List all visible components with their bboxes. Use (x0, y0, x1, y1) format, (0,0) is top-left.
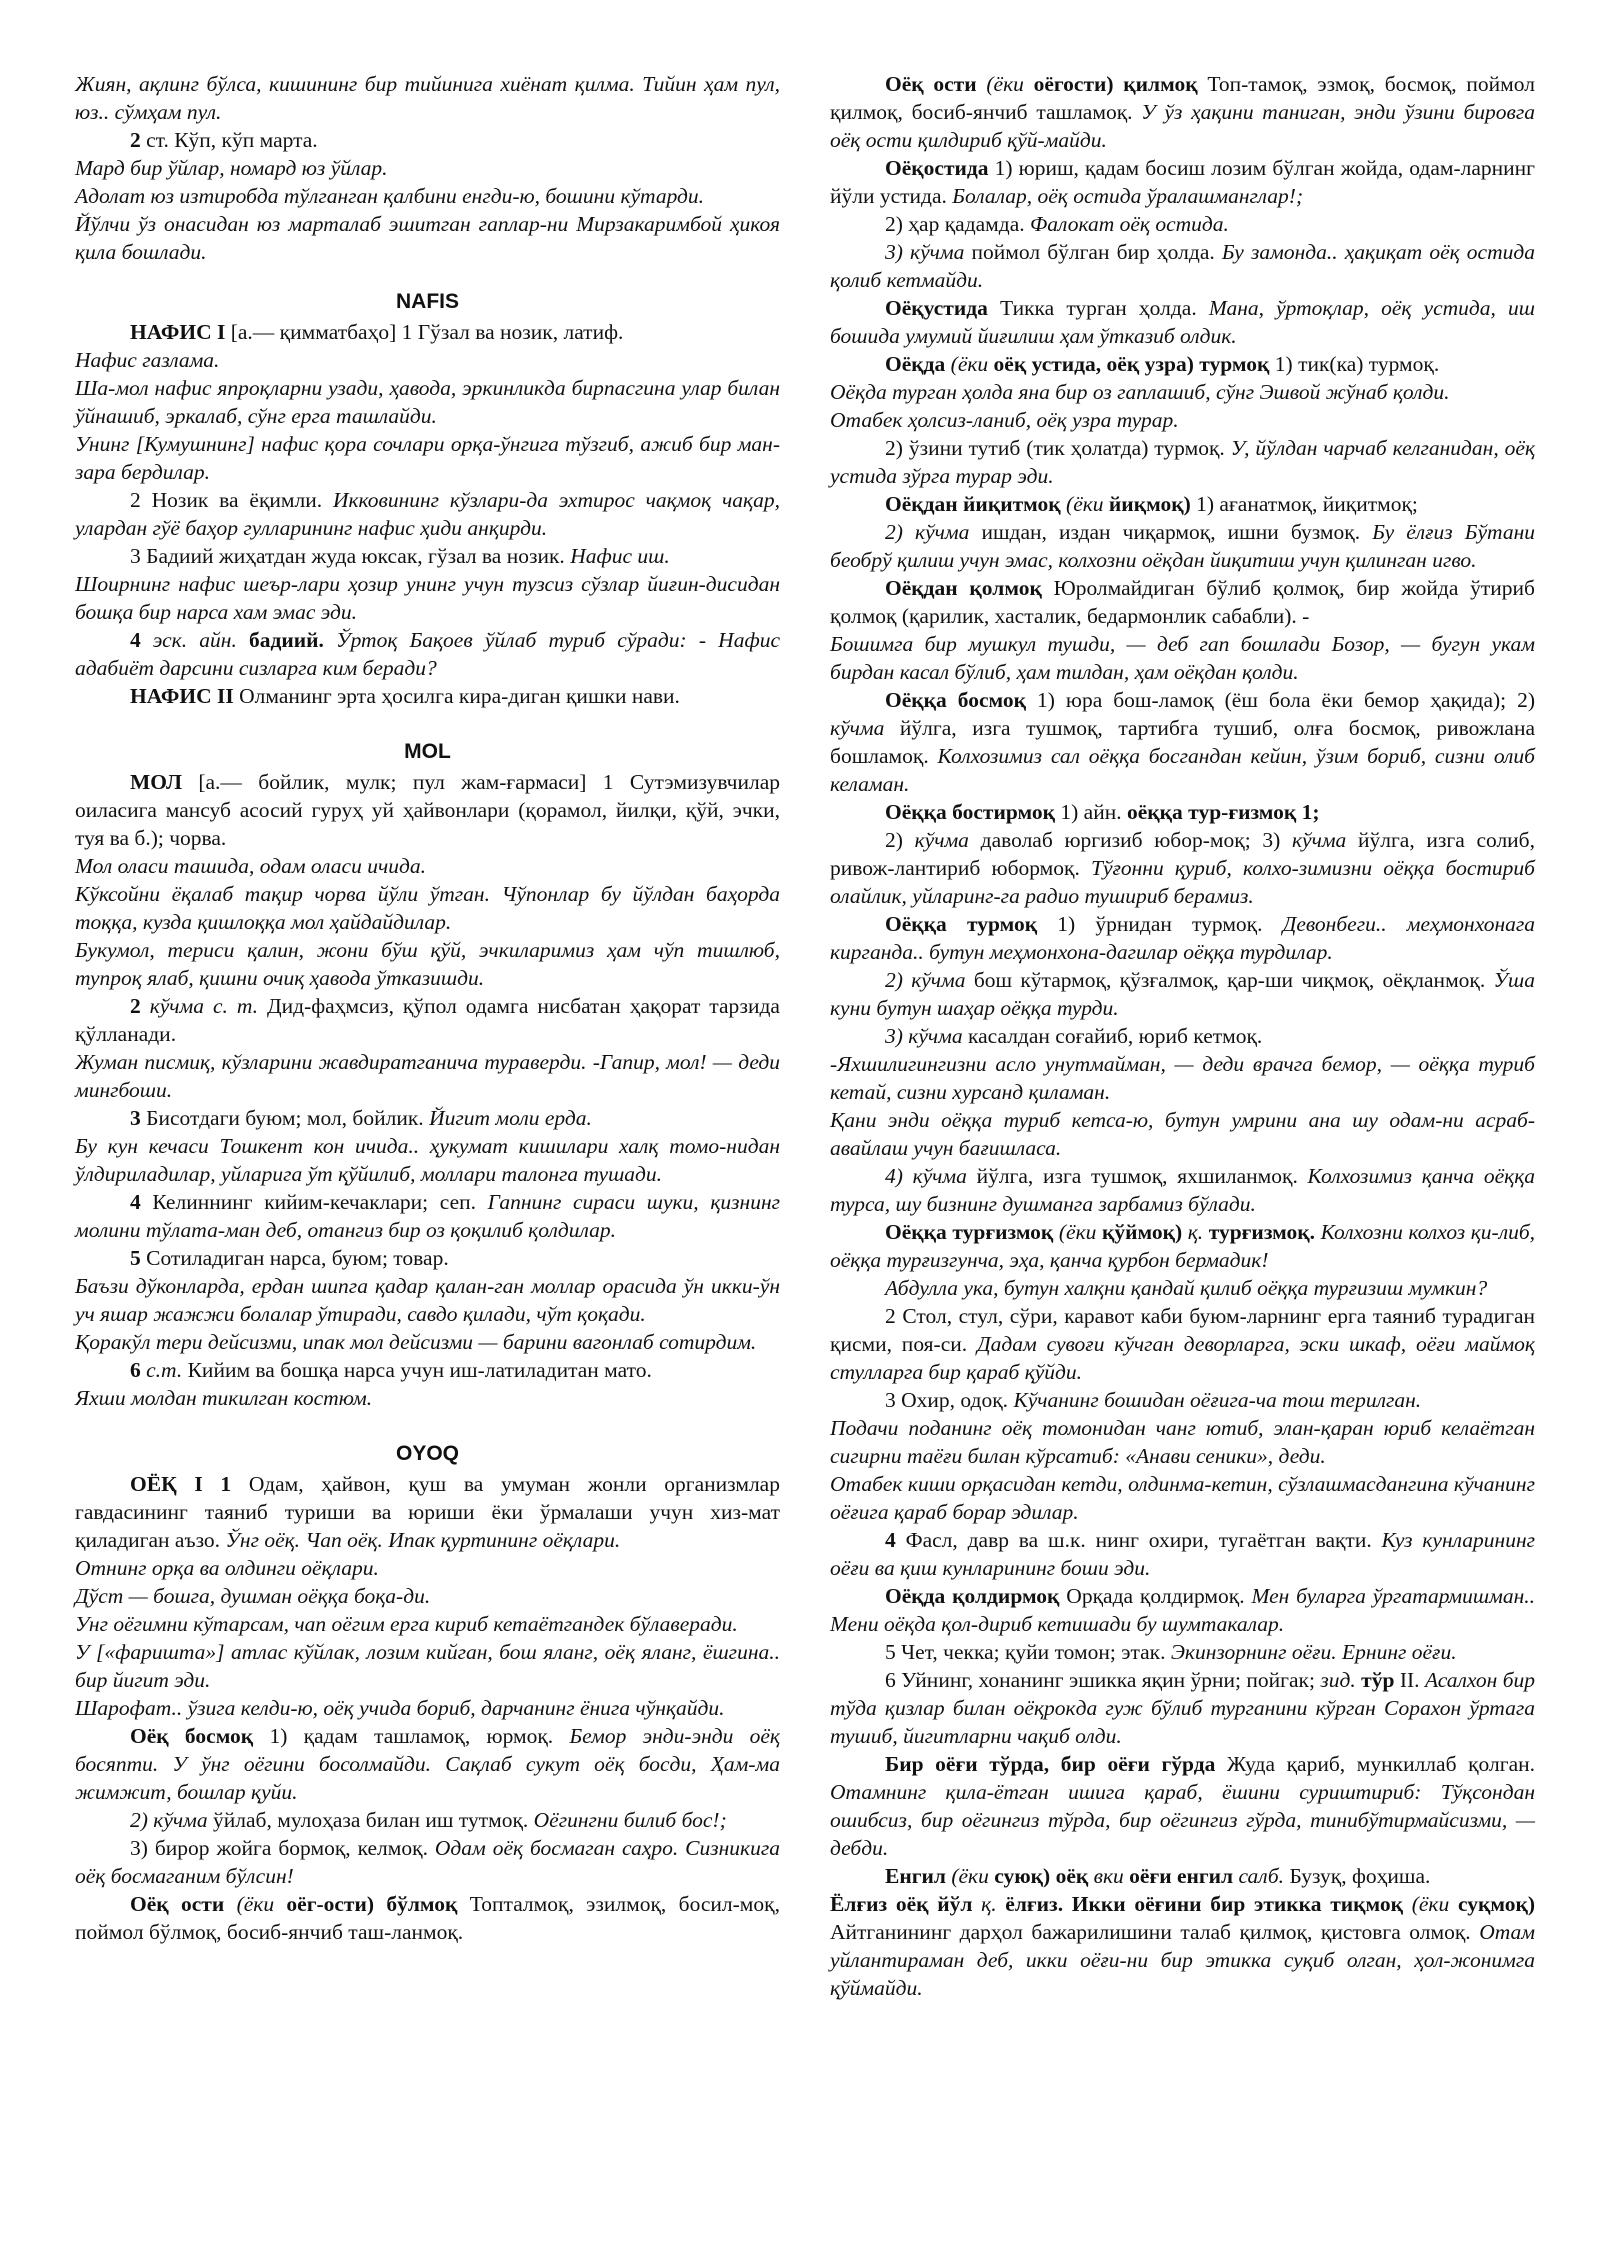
definition: 2) ҳар қадамда. (885, 212, 1025, 236)
phrase-headword: Оёқда қолдирмоқ (885, 1584, 1060, 1608)
example-line: Шоирнинг нафис шеър-лари ҳозир унинг учун тузсиз сўзлар йиғин-дисидан бошқа бир нарса хам эмас эди. (75, 572, 780, 624)
example-line: Отнинг орқа ва олдинги оёқлари. (75, 1556, 379, 1580)
example-line: Адолат юз изтиробда тўлганган қалбини енгди-ю, бошини кўтарди. (75, 184, 705, 208)
definition: 1) айн. (1055, 800, 1127, 824)
entry-nafis-1 (75, 318, 780, 346)
usage-label: 3) кўчма (885, 240, 965, 264)
phrase-oyoqqa-bostirmoq (830, 798, 1535, 826)
definition: 1) тик(ка) турмоқ. (1269, 352, 1440, 376)
usage-label: кўчма (830, 716, 885, 740)
sense-4 (75, 626, 780, 682)
definition: [а.— бойлик, мулк; пул жам-ғармаси] 1 Сутэмизувчилар оиласига мансуб асосий гуруҳ уй ҳайвонлари (қорамол, йилқи, қўй, эчки, туя ва б.); чорва. (75, 770, 780, 850)
definition: Фасл, давр ва ш.к. нинг охири, тугаётган вақти. (895, 1528, 1372, 1552)
example: Колхозимиз сал оёққа босгандан кейин, ўзим бориб, сизни олиб келаман. (830, 744, 1535, 796)
definition: йўлга, изга солиб, ривож-лантириб юбормоқ. (830, 828, 1535, 880)
example: Асалхон бир тўда қизлар билан оёқрокда гуж бўлиб турганини кўрган Сорахон ўртага тушиб, йигитларни чақиб олди. (830, 1668, 1536, 1748)
sense-number: 2) (885, 828, 915, 852)
example-line: Отабек ҳолсиз-ланиб, оёқ узра турар. (830, 408, 1179, 432)
example: У ўз ҳақини таниган, энди ўзини бировга оёқ ости қилдириб қўй-майди. (830, 100, 1535, 152)
definition: 2 Стол, стул, сўри, каравот каби буюм-ларнинг ерга таяниб турадиган қисми, поя-си. (830, 1304, 1535, 1356)
definition: даволаб юргизиб юбор-моқ; 3) (968, 828, 1292, 852)
usage-label: қ. (1182, 1220, 1209, 1244)
sense-5 (75, 1244, 780, 1272)
example: Ўнг оёқ. Чап оёқ. Ипак қуртининг оёқлари. (220, 1528, 621, 1552)
phrase-sense-2 (830, 434, 1535, 490)
example-line: Отабек киши орқасидан кетди, олдинма-кетин, сўзлашмасдангина кўчанинг оёғига қараб борар эдилар. (830, 1472, 1535, 1524)
variant-label: вки (1088, 1864, 1130, 1888)
definition: Олманинг эрта ҳосилга кира-диган қишки нави. (233, 684, 680, 708)
example: Бемор энди-энди оёқ босяпти. У ўнг оёгини босолмайди. Сақлаб сукут оёқ босди, Ҳам-ма жимжит, бошлар қуйи. (75, 1724, 780, 1804)
definition: Тикка турган ҳолда. (987, 296, 1197, 320)
definition: 2) ўзини тутиб (тик ҳолатда) турмоқ. (885, 436, 1225, 460)
phrase-headword-variant: йиқмоқ) (1108, 492, 1191, 516)
usage-label: с.т. (140, 1358, 183, 1382)
phrase-headword: Оёққа бостирмоқ (885, 800, 1056, 824)
phrase-headword-variant: оёғи енгил (1129, 1864, 1234, 1888)
phrase-headword-variant: суқмоқ) (1457, 1892, 1535, 1916)
definition: 1) юриш, қадам босиш лозим бўлган жойда, одам-ларнинг йўли устида. (830, 156, 1535, 208)
example: Тўғонни қуриб, колхо-зимизни оёққа бостириб олайлик, уйларинг-га радио тушириб берамиз. (830, 856, 1536, 908)
definition: ўйлаб, мулоҳаза билан иш тутмоқ. (207, 1808, 529, 1832)
sense-5 (830, 1638, 1535, 1666)
phrase-oyoqqa-bosmoq (830, 686, 1535, 798)
usage-label: кўчма (1291, 828, 1347, 852)
sense-6 (75, 1356, 780, 1384)
phrase-headword-variant: оёқ устида, оёқ узра) турмоқ (993, 352, 1270, 376)
phrase-sense-2 (830, 826, 1535, 910)
variant-label: (ёки (945, 1864, 995, 1888)
usage-label: салб. (1233, 1864, 1285, 1888)
example: Одам оёқ босмаган саҳро. Сизникига оёқ босмаганим бўлсин! (75, 1836, 780, 1888)
definition: 1) ўрнидан турмоқ. (1037, 912, 1263, 936)
definition: Кийим ва бошқа нарса учун иш-латиладитан мато. (182, 1358, 652, 1382)
phrase-oyoq-bosmoq (75, 1722, 780, 1806)
example: Икковининг кўзлари-да эхтирос чақмоқ чақар, улардан гўё баҳор гулларининг нафис ҳиди анқирди. (75, 488, 780, 540)
entry-nafis-2 (75, 682, 780, 710)
definition: 5 Чет, чекка; қуйи томон; этак. (885, 1640, 1166, 1664)
section-heading-oyoq: OYOQ (395, 1442, 459, 1465)
example-line: Букумол, териси қалин, жони бўш қўй, эчкиларимиз ҳам чўп тишлюб, тупроқ ялаб, қишни очиқ ҳавода ўтказишди. (75, 938, 780, 990)
phrase-oyoqda-qoldirmoq (830, 1582, 1535, 1638)
example-line: Кўксойни ёқалаб тақир чорва йўли ўтган. Чўпонлар бу йўлдан баҳорда тоққа, кузда қишлоққа мол ҳайдайдилар. (75, 882, 780, 934)
example-line: У [«фаришта»] атлас кўйлак, лозим кийган, бош яланг, оёқ яланг, ёшгина.. бир йигит эди. (75, 1640, 780, 1692)
example: Гапнинг сираси шуки, қизнинг молини тўлата-ман деб, отангиз бир оз қоқилиб қолдилар. (75, 1190, 780, 1242)
phrase-sense-2 (830, 518, 1535, 574)
phrase-oyoqda-turmoq (830, 350, 1535, 378)
example-line: Қоракўл тери дейсизми, ипак мол дейсизми — барини вагонлаб сотирдим. (75, 1330, 757, 1354)
homonym-number: II. (1394, 1668, 1420, 1692)
definition: Топ-тамоқ, эзмоқ, босмоқ, поймол қилмоқ, босиб-янчиб ташламоқ. (830, 72, 1535, 124)
example-line: Қани энди оёққа туриб кетса-ю, бутун умрини ана шу одам-ни асраб-авайлаш учун бағишласа. (830, 1108, 1535, 1160)
definition: ишдан, издан чиқармоқ, ишни бузмоқ. (969, 520, 1361, 544)
example-line: Баъзи дўконларда, ердан шипга қадар қалан-ган моллар орасида ўн икки-ўн уч яшар жажжи болалар ўтиради, савдо қилади, чўт қоқади. (75, 1274, 780, 1326)
headword: МОЛ (130, 770, 182, 794)
example-line: Нафис газлама. (75, 348, 220, 372)
variant-label: (ёки (224, 1892, 287, 1916)
cross-reference: турғизмоқ. (1208, 1220, 1316, 1244)
usage-label: 4) кўчма (885, 1164, 967, 1188)
sense-number: 5 (130, 1246, 141, 1270)
sense-number: 2 (130, 994, 141, 1018)
phrase-oyoq-osti-qilmoq (830, 70, 1535, 154)
phrase-oyoq-osti-bolmoq (75, 1890, 780, 1946)
example-line: Подачи поданинг оёқ томонидан чанг ютиб, элан-қаран юриб келаётган сигирни таёғи билан кўрсатиб: «Анави сеники», деди. (830, 1416, 1535, 1468)
definition: 2 Нозик ва ёқимли. (130, 488, 323, 512)
definition: бош кўтармоқ, қўзғалмоқ, қар-ши чиқмоқ, оёқланмоқ. (965, 968, 1486, 992)
definition: Айтганининг дарҳол бажарилишини талаб қилмоқ, қистовга олмоқ. (830, 1920, 1471, 1944)
example-line: Бошимга бир мушкул тушди, — деб гап бошлади Бозор, — бугун укам бирдан касал бўлиб, ҳам тилдан, ҳам оёқдан қолди. (830, 632, 1535, 684)
phrase-headword: Оёқ ости (130, 1892, 225, 1916)
phrase-headword-variant: оёгости) қилмоқ (1033, 72, 1198, 96)
phrase-headword: Оёқдан қолмоқ (885, 576, 1042, 600)
usage-label: қ. (972, 1892, 1006, 1916)
definition: 1) юра бош-ламоқ (ёш бола ёки бемор ҳақида); 2) (1026, 688, 1535, 712)
sense-3 (830, 1386, 1535, 1414)
left-column (75, 70, 780, 2220)
usage-label: кўчма (914, 828, 969, 852)
phrase-sense-3 (75, 1834, 780, 1890)
example: Бу замонда.. ҳақиқат оёқ остида қолиб кетмайди. (830, 240, 1535, 292)
definition: поймол бўлган бир ҳолда. (964, 240, 1215, 264)
phrase-oyoq-ustida (830, 294, 1535, 350)
cross-reference: тўр (1361, 1668, 1395, 1692)
example-line: Оёқда турган ҳолда яна бир оз гаплашиб, сўнг Эшвой жўнаб қолди. (830, 380, 1450, 404)
headword: НАФИС I (130, 320, 226, 344)
example: Ўша куни бутун шаҳар оёққа турди. (830, 968, 1535, 1020)
example: Колхозимиз қанча оёққа турса, шу бизнинг душманга зарбамиз бўлади. (830, 1164, 1535, 1216)
cross-reference: бадиий. (249, 628, 324, 652)
definition: 1) қадам ташламоқ, юрмоқ. (253, 1724, 554, 1748)
entry-mol (75, 768, 780, 852)
sense-6 (830, 1666, 1535, 1750)
phrase-headword: Оёқ босмоқ (130, 1724, 254, 1748)
example: Ўртоқ Бақоев ўйлаб туриб сўради: - Нафис адабиёт дарсини сизларга ким беради? (75, 628, 780, 680)
example: Дадам сувоғи кўчган деворларга, эски шкаф, оёғи маймоқ стулларга бир қараб қўйди. (830, 1332, 1535, 1384)
phrase-headword: Ёлғиз оёқ йўл (830, 1892, 973, 1916)
example: Отамнинг қила-ётган ишига қараб, ёшини суриштириб: Тўқсондан ошибсиз, бир оёгингиз тўрда, бир оёгингиз гўрда, тинибўтирмайсизми, — дебди. (830, 1780, 1535, 1860)
sense-text: ст. Кўп, кўп марта. (140, 128, 318, 152)
example: Оёгингни билиб бос!; (528, 1808, 727, 1832)
example-line: Дўст — бошга, душман оёққа боқа-ди. (75, 1584, 431, 1608)
definition: Юролмайдиган бўлиб қолмоқ, бир жойда ўтириб қолмоқ (қарилик, хасталик, бедармонлик сабабли). - (830, 576, 1535, 628)
example: Бу ёлғиз Бўтани беобрў қилиш учун эмас, колхозни оёқдан йиқитиш учун қилинган игво. (830, 520, 1535, 572)
sense-2 (75, 486, 780, 542)
phrase-bir-oyogi-torda (830, 1750, 1535, 1862)
section-heading-mol: MOL (404, 740, 451, 763)
example-line: Унг оёгимни кўтарсам, чап оёгим ерга кириб кетаётгандек бўлаверади. (75, 1612, 738, 1636)
phrase-headword-variant: оёг-ости) бўлмоқ (286, 1892, 458, 1916)
example-line: Шарофат.. ўзига келди-ю, оёқ учида бориб, дарчанинг ёнига чўнқайди. (75, 1696, 725, 1720)
phrase-headword: Оёққа босмоқ (885, 688, 1027, 712)
phrase-yolgiz-oyoq-yol (830, 1890, 1535, 2002)
sense-4 (75, 1188, 780, 1244)
phrase-headword-variant: қўймоқ) (1101, 1220, 1183, 1244)
phrase-headword: Оёқ ости (885, 72, 977, 96)
definition: 3) бирор жойга бормоқ, келмоқ. (130, 1836, 428, 1860)
example: Отам уйлантираман деб, икки оёғи-ни бир этикка суқиб олган, ҳол-жонимга қўймайди. (830, 1920, 1535, 2000)
example-line: Мард бир ўйлар, номард юз ўйлар. (75, 156, 388, 180)
definition: Дид-фаҳмсиз, қўпол одамга нисбатан ҳақорат тарзида қўлланади. (75, 994, 780, 1046)
definition: Одам, ҳайвон, қуш ва умуман жонли организмлар гавдасининг таяниб туриши ва юриши ёки ўрмалаши учун хиз-мат қиладиган аъзо. (75, 1472, 780, 1552)
definition: Бузуқ, фоҳиша. (1284, 1864, 1431, 1888)
phrase-headword: Оёқустида (885, 296, 988, 320)
phrase-headword: Оёққа турмоқ (885, 912, 1038, 936)
example: Куз кунларининг оёғи ва қиш кунларининг боши эди. (830, 1528, 1536, 1580)
sense-2 (830, 1302, 1535, 1386)
example: Колхозни колхоз қи-либ, оёққа турғизгунча, эҳа, қанча қурбон бермадик! (830, 1220, 1536, 1272)
phrase-sense-2 (830, 966, 1535, 1022)
usage-label: кўчма с. т. (140, 994, 259, 1018)
example: Девонбеги.. меҳмонхонага кирганда.. бутун меҳмонхона-дагилар оёққа турдилар. (830, 912, 1536, 964)
phrase-sense-4 (830, 1162, 1535, 1218)
sense-2 (75, 992, 780, 1048)
example: Болалар, оёқ остида ўралашманглар!; (946, 184, 1304, 208)
definition: йўлга, изга тушмоқ, яхшиланмоқ. (966, 1164, 1298, 1188)
example-line: Мол оласи ташида, одам оласи ичида. (75, 854, 426, 878)
usage-label: 2) кўчма (130, 1808, 208, 1832)
example-line: Жиян, ақлинг бўлса, кишининг бир тийинига хиёнат қилма. Тийин ҳам пул, юз.. сўмҳам пул. (75, 72, 780, 124)
phrase-oyoqqa-turgizmoq (830, 1218, 1535, 1274)
headword: ОЁҚ I 1 (130, 1472, 232, 1496)
example: Йигит моли ерда. (423, 1106, 592, 1130)
right-column (830, 70, 1535, 2220)
sense-number: 4 (885, 1528, 896, 1552)
example-line: Яхши молдан тикилган костюм. (75, 1386, 373, 1410)
example: Нафис иш. (564, 544, 670, 568)
example-line: Унинг [Кумушнинг] нафис қора сочлари орқа-ўнгига тўзгиб, ажиб бир ман-зара бердилар. (75, 432, 780, 484)
phrase-headword: Бир оёғи тўрда, бир оёғи гўрда (885, 1752, 1216, 1776)
phrase-headword: Оёққа турғизмоқ (885, 1220, 1054, 1244)
example: Кўчанинг бошидан оёғига-ча тош терилган. (1008, 1388, 1422, 1412)
headword: НАФИС II (130, 684, 234, 708)
dictionary-page (75, 70, 1535, 2220)
definition: йўлга, изга тушмоқ, тартибга тушиб, олға босмоқ, ривожлана бошламоқ. (830, 716, 1535, 768)
sense-number: 4 (130, 1190, 141, 1214)
phrase-headword: Оёқдан йиқитмоқ (885, 492, 1061, 516)
usage-label: эск. айн. (140, 628, 250, 652)
phrase-oyoq-ostida (830, 154, 1535, 210)
example: Мана, ўртоқлар, оёқ устида, иш бошида умумий йиғилиш ҳам ўтказиб олдик. (830, 296, 1535, 348)
sense-number: 3 (130, 1106, 141, 1130)
usage-label: 3) кўчма (885, 1024, 963, 1048)
definition: 6 Уйнинг, хонанинг эшикка яқин ўрни; пойгак; (885, 1668, 1315, 1692)
usage-label: 2) кўчма (885, 520, 970, 544)
phrase-headword: Оёқостида (885, 156, 989, 180)
cross-reference: ёлғиз. Икки оёғини бир этикка тиқмоқ (1005, 1892, 1404, 1916)
definition: Келиннинг кийим-кечаклари; сеп. (140, 1190, 477, 1214)
entry-oyoq-1 (75, 1470, 780, 1554)
phrase-sense-2 (830, 210, 1535, 238)
example-line: -Яхшилигингизни асло унутмайман, — деди врачга бемор, — оёққа туриб кетай, сизни хурсанд қиламан. (830, 1052, 1535, 1104)
definition: 3 Охир, одоқ. (885, 1388, 1009, 1412)
example-line: Ша-мол нафис япроқларни узади, ҳавода, эркинликда бирпасгина улар билан ўйнашиб, эркалаб, сўнг ерга ташлайди. (75, 376, 780, 428)
definition: [а.— қимматбаҳо] 1 Гўзал ва нозик, латиф. (225, 320, 624, 344)
example-line: Йўлчи ўз онасидан юз марталаб эшитган гаплар-ни Мирзакаримбой ҳикоя қила бошлади. (75, 212, 780, 264)
variant-label: (ёки (1053, 1220, 1102, 1244)
definition: Бисотдаги буюм; мол, бойлик. (140, 1106, 424, 1130)
sense-2 (75, 126, 780, 154)
sense-3 (75, 542, 780, 570)
definition: касалдан соғайиб, юриб кетмоқ. (962, 1024, 1263, 1048)
sense-4 (830, 1526, 1535, 1582)
phrase-oyoqdan-qolmoq (830, 574, 1535, 630)
example: У, йўлдан чарчаб келганидан, оёқ устида зўрга турар эди. (830, 436, 1535, 488)
example: Фалокат оёқ остида. (1024, 212, 1229, 236)
definition: 1) ағанатмоқ, йиқитмоқ; (1190, 492, 1418, 516)
section-heading-nafis: NAFIS (396, 290, 459, 313)
cross-reference: оёққа тур-ғизмоқ 1; (1126, 800, 1320, 824)
definition: 3 Бадиий жиҳатдан жуда юксак, гўзал ва нозик. (130, 544, 565, 568)
example-line: Абдулла ука, бутун халқни қандай қилиб оёққа турғизиш мумкин? (885, 1276, 1488, 1300)
phrase-oyoqdan-yiqitmoq (830, 490, 1535, 518)
variant-label: (ёки (976, 72, 1034, 96)
phrase-sense-3 (830, 1022, 1535, 1050)
phrase-sense-2 (75, 1806, 780, 1834)
phrase-headword: Оёқда (885, 352, 946, 376)
example: Экинзорнинг оёғи. Ернинг оёғи. (1165, 1640, 1457, 1664)
example-line: Бу кун кечаси Тошкент кон ичида.. ҳукумат кишилари халқ томо-нидан ўлдириладилар, уйларига ўт қўйилиб, моллари талонга тушади. (75, 1134, 780, 1186)
example-line: Жуман писмиқ, кўзларини жавдиратганича тураверди. -Гапир, мол! — деди мингбоши. (75, 1050, 780, 1102)
variant-label: (ёки (1060, 492, 1109, 516)
sense-number: 4 (130, 628, 141, 652)
example: Мен буларга ўргатармишман.. Мени оёқда қол-дириб кетишади бу шумтакалар. (830, 1584, 1536, 1636)
sense-3 (75, 1104, 780, 1132)
variant-label: (ёки (1403, 1892, 1458, 1916)
definition: Жуда қариб, мункиллаб қолган. (1215, 1752, 1535, 1776)
usage-label: зид. (1314, 1668, 1362, 1692)
sense-number: 2 (130, 128, 141, 152)
sense-number: 6 (130, 1358, 141, 1382)
definition: Сотиладиган нарса, буюм; товар. (140, 1246, 449, 1270)
phrase-engil-oyoq (830, 1862, 1535, 1890)
phrase-sense-3 (830, 238, 1535, 294)
usage-label: 2) кўчма (885, 968, 966, 992)
phrase-oyoqqa-turmoq (830, 910, 1535, 966)
definition: Орқада қолдирмоқ. (1059, 1584, 1245, 1608)
phrase-headword-variant: суюқ) оёқ (994, 1864, 1089, 1888)
phrase-headword: Енгил (885, 1864, 946, 1888)
variant-label: (ёки (945, 352, 994, 376)
definition: Топталмоқ, эзилмоқ, босил-моқ, поймол бўлмоқ, босиб-янчиб таш-ланмоқ. (75, 1892, 780, 1944)
